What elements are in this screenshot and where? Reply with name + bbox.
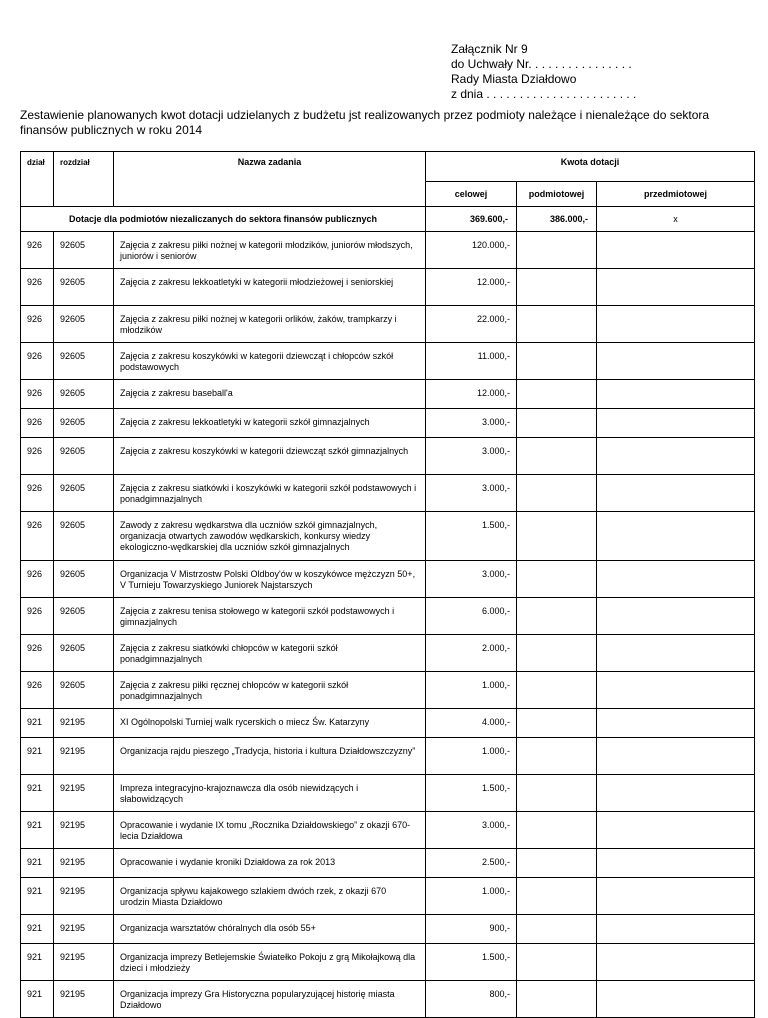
summary-celowej: 369.600,-	[426, 207, 517, 232]
table-row	[21, 849, 755, 878]
cell-dzial: 926	[21, 269, 54, 306]
cell-podmiotowej	[517, 438, 597, 475]
cell-przedmiotowej	[597, 944, 755, 981]
cell-dzial: 921	[21, 849, 54, 878]
cell-podmiotowej	[517, 475, 597, 512]
cell-celowej: 120.000,-	[426, 232, 517, 269]
cell-podmiotowej	[517, 232, 597, 269]
cell-przedmiotowej	[597, 343, 755, 380]
cell-podmiotowej	[517, 775, 597, 812]
document-intro: Zestawienie planowanych kwot dotacji udzielanych z budżetu jst realizowanych przez podmioty należące i nienależące do sektora finansów publicznych w roku 2014	[20, 108, 710, 137]
cell-podmiotowej	[517, 812, 597, 849]
table-row	[21, 561, 755, 598]
cell-podmiotowej	[517, 915, 597, 944]
cell-dzial: 921	[21, 812, 54, 849]
cell-dzial: 926	[21, 635, 54, 672]
cell-celowej: 900,-	[426, 915, 517, 944]
table-row	[21, 635, 755, 672]
cell-nazwa: Zajęcia z zakresu siatkówki chłopców w kategorii szkół ponadgimnazjalnych	[114, 635, 426, 672]
cell-przedmiotowej	[597, 269, 755, 306]
header-line-4: z dnia . . . . . . . . . . . . . . . . . . . . . . .	[451, 87, 637, 101]
cell-przedmiotowej	[597, 775, 755, 812]
table-row	[21, 944, 755, 981]
cell-przedmiotowej	[597, 561, 755, 598]
cell-celowej: 11.000,-	[426, 343, 517, 380]
cell-celowej: 3.000,-	[426, 438, 517, 475]
summary-przedmiotowej: x	[597, 207, 755, 232]
cell-nazwa: Zajęcia z zakresu lekkoatletyki w kategorii młodzieżowej i seniorskiej	[114, 269, 426, 306]
table-row	[21, 878, 755, 915]
cell-celowej: 1.000,-	[426, 672, 517, 709]
cell-podmiotowej	[517, 306, 597, 343]
cell-rozdzial: 92605	[54, 343, 114, 380]
cell-celowej: 1.500,-	[426, 512, 517, 561]
cell-rozdzial: 92605	[54, 598, 114, 635]
cell-dzial: 926	[21, 475, 54, 512]
cell-rozdzial: 92605	[54, 232, 114, 269]
cell-celowej: 3.000,-	[426, 409, 517, 438]
cell-nazwa: XI Ogólnopolski Turniej walk rycerskich o miecz Św. Katarzyny	[114, 709, 426, 738]
cell-celowej: 1.000,-	[426, 878, 517, 915]
cell-podmiotowej	[517, 343, 597, 380]
table-row	[21, 438, 755, 475]
cell-przedmiotowej	[597, 232, 755, 269]
cell-rozdzial: 92605	[54, 438, 114, 475]
cell-rozdzial: 92605	[54, 306, 114, 343]
col-dzial-header: dział	[21, 152, 54, 207]
col-podmiotowej-header: podmiotowej	[517, 182, 597, 207]
cell-rozdzial: 92195	[54, 775, 114, 812]
cell-przedmiotowej	[597, 709, 755, 738]
cell-dzial: 921	[21, 709, 54, 738]
cell-przedmiotowej	[597, 981, 755, 1018]
cell-nazwa: Organizacja imprezy Gra Historyczna popularyzującej historię miasta Działdowo	[114, 981, 426, 1018]
cell-celowej: 2.000,-	[426, 635, 517, 672]
table-row	[21, 409, 755, 438]
cell-podmiotowej	[517, 849, 597, 878]
cell-przedmiotowej	[597, 878, 755, 915]
cell-podmiotowej	[517, 269, 597, 306]
cell-dzial: 921	[21, 981, 54, 1018]
cell-rozdzial: 92605	[54, 269, 114, 306]
cell-dzial: 921	[21, 775, 54, 812]
attachment-header	[451, 42, 636, 102]
cell-dzial: 926	[21, 306, 54, 343]
cell-celowej: 1.500,-	[426, 775, 517, 812]
table-row	[21, 306, 755, 343]
cell-rozdzial: 92195	[54, 878, 114, 915]
cell-dzial: 926	[21, 409, 54, 438]
cell-przedmiotowej	[597, 849, 755, 878]
cell-przedmiotowej	[597, 598, 755, 635]
cell-przedmiotowej	[597, 306, 755, 343]
cell-przedmiotowej	[597, 475, 755, 512]
cell-rozdzial: 92195	[54, 709, 114, 738]
cell-rozdzial: 92195	[54, 944, 114, 981]
cell-nazwa: Organizacja warsztatów chóralnych dla osób 55+	[114, 915, 426, 944]
cell-rozdzial: 92195	[54, 812, 114, 849]
cell-rozdzial: 92605	[54, 561, 114, 598]
cell-podmiotowej	[517, 380, 597, 409]
table-row	[21, 598, 755, 635]
cell-nazwa: Organizacja spływu kajakowego szlakiem dwóch rzek, z okazji 670 urodzin Miasta Działdowo	[114, 878, 426, 915]
summary-podmiotowej: 386.000,-	[517, 207, 597, 232]
cell-nazwa: Zajęcia z zakresu baseball'a	[114, 380, 426, 409]
cell-rozdzial: 92195	[54, 915, 114, 944]
table-row	[21, 343, 755, 380]
cell-nazwa: Impreza integracyjno-krajoznawcza dla osób niewidzących i słabowidzących	[114, 775, 426, 812]
cell-podmiotowej	[517, 944, 597, 981]
col-celowej-header: celowej	[426, 182, 517, 207]
table-row	[21, 380, 755, 409]
col-przedmiotowej-header: przedmiotowej	[597, 182, 755, 207]
cell-celowej: 6.000,-	[426, 598, 517, 635]
cell-celowej: 4.000,-	[426, 709, 517, 738]
cell-podmiotowej	[517, 709, 597, 738]
cell-rozdzial: 92605	[54, 635, 114, 672]
cell-dzial: 926	[21, 343, 54, 380]
cell-nazwa: Zajęcia z zakresu piłki nożnej w kategorii młodzików, juniorów młodszych, juniorów i seniorów	[114, 232, 426, 269]
cell-rozdzial: 92195	[54, 981, 114, 1018]
col-nazwa-header: Nazwa zadania	[114, 152, 426, 207]
cell-rozdzial: 92605	[54, 672, 114, 709]
cell-dzial: 926	[21, 598, 54, 635]
cell-przedmiotowej	[597, 672, 755, 709]
cell-dzial: 926	[21, 672, 54, 709]
table-row	[21, 672, 755, 709]
cell-celowej: 3.000,-	[426, 475, 517, 512]
table-row	[21, 232, 755, 269]
cell-dzial: 926	[21, 232, 54, 269]
table-row	[21, 738, 755, 775]
cell-podmiotowej	[517, 635, 597, 672]
cell-dzial: 926	[21, 561, 54, 598]
cell-przedmiotowej	[597, 915, 755, 944]
table-row	[21, 512, 755, 561]
summary-row	[21, 207, 755, 232]
cell-podmiotowej	[517, 672, 597, 709]
col-rozdzial-header: rozdział	[54, 152, 114, 207]
header-line-3: Rady Miasta Działdowo	[451, 72, 577, 86]
cell-dzial: 926	[21, 512, 54, 561]
summary-label: Dotacje dla podmiotów niezaliczanych do sektora finansów publicznych	[21, 207, 426, 232]
cell-celowej: 3.000,-	[426, 812, 517, 849]
cell-dzial: 926	[21, 380, 54, 409]
table-row	[21, 915, 755, 944]
cell-przedmiotowej	[597, 738, 755, 775]
cell-celowej: 800,-	[426, 981, 517, 1018]
cell-dzial: 921	[21, 738, 54, 775]
col-kwota-header: Kwota dotacji	[426, 152, 755, 182]
cell-nazwa: Opracowanie i wydanie kroniki Działdowa za rok 2013	[114, 849, 426, 878]
cell-nazwa: Organizacja imprezy Betlejemskie Światełko Pokoju z grą Mikołajkową dla dzieci i młodzieży	[114, 944, 426, 981]
cell-celowej: 12.000,-	[426, 269, 517, 306]
header-row-1	[21, 152, 755, 182]
cell-celowej: 1.000,-	[426, 738, 517, 775]
header-line-2: do Uchwały Nr. . . . . . . . . . . . . . . .	[451, 57, 632, 71]
cell-celowej: 22.000,-	[426, 306, 517, 343]
cell-nazwa: Zajęcia z zakresu lekkoatletyki w kategorii szkół gimnazjalnych	[114, 409, 426, 438]
cell-przedmiotowej	[597, 812, 755, 849]
cell-dzial: 921	[21, 915, 54, 944]
table-row	[21, 812, 755, 849]
cell-podmiotowej	[517, 598, 597, 635]
table-row	[21, 475, 755, 512]
cell-dzial: 921	[21, 878, 54, 915]
grants-table	[20, 151, 755, 1018]
cell-nazwa: Opracowanie i wydanie IX tomu „Rocznika Działdowskiego” z okazji 670-lecia Działdowa	[114, 812, 426, 849]
cell-nazwa: Zajęcia z zakresu tenisa stołowego w kategorii szkół podstawowych i gimnazjalnych	[114, 598, 426, 635]
cell-nazwa: Zajęcia z zakresu piłki ręcznej chłopców w kategorii szkół ponadgimnazjalnych	[114, 672, 426, 709]
cell-dzial: 921	[21, 944, 54, 981]
cell-nazwa: Zajęcia z zakresu siatkówki i koszykówki w kategorii szkół podstawowych i ponadgimnazjalnych	[114, 475, 426, 512]
cell-celowej: 3.000,-	[426, 561, 517, 598]
cell-przedmiotowej	[597, 409, 755, 438]
cell-rozdzial: 92605	[54, 475, 114, 512]
cell-przedmiotowej	[597, 438, 755, 475]
cell-nazwa: Organizacja rajdu pieszego „Tradycja, historia i kultura Działdowszczyzny”	[114, 738, 426, 775]
cell-podmiotowej	[517, 409, 597, 438]
table-row	[21, 269, 755, 306]
cell-rozdzial: 92605	[54, 409, 114, 438]
cell-przedmiotowej	[597, 635, 755, 672]
cell-przedmiotowej	[597, 380, 755, 409]
cell-nazwa: Organizacja V Mistrzostw Polski Oldboy'ów w koszykówce mężczyzn 50+, V Turnieju Towarzyskiego Juniorek Najstarszych	[114, 561, 426, 598]
cell-nazwa: Zajęcia z zakresu piłki nożnej w kategorii orlików, żaków, trampkarzy i młodzików	[114, 306, 426, 343]
cell-nazwa: Zajęcia z zakresu koszykówki w kategorii dziewcząt szkół gimnazjalnych	[114, 438, 426, 475]
table-row	[21, 775, 755, 812]
cell-rozdzial: 92195	[54, 849, 114, 878]
cell-celowej: 12.000,-	[426, 380, 517, 409]
cell-celowej: 2.500,-	[426, 849, 517, 878]
cell-celowej: 1.500,-	[426, 944, 517, 981]
cell-nazwa: Zajęcia z zakresu koszykówki w kategorii dziewcząt i chłopców szkół podstawowych	[114, 343, 426, 380]
cell-przedmiotowej	[597, 512, 755, 561]
cell-podmiotowej	[517, 738, 597, 775]
cell-nazwa: Zawody z zakresu wędkarstwa dla uczniów szkół gimnazjalnych, organizacja otwartych zawodów wędkarskich, konkursy wiedzy ekologiczno-wędkarskiej dla uczniów szkół gimnazjalnych	[114, 512, 426, 561]
table-row	[21, 981, 755, 1018]
cell-podmiotowej	[517, 512, 597, 561]
cell-rozdzial: 92605	[54, 512, 114, 561]
cell-podmiotowej	[517, 878, 597, 915]
header-line-1: Załącznik Nr 9	[451, 42, 528, 56]
cell-podmiotowej	[517, 561, 597, 598]
cell-rozdzial: 92195	[54, 738, 114, 775]
cell-rozdzial: 92605	[54, 380, 114, 409]
cell-dzial: 926	[21, 438, 54, 475]
table-row	[21, 709, 755, 738]
cell-podmiotowej	[517, 981, 597, 1018]
